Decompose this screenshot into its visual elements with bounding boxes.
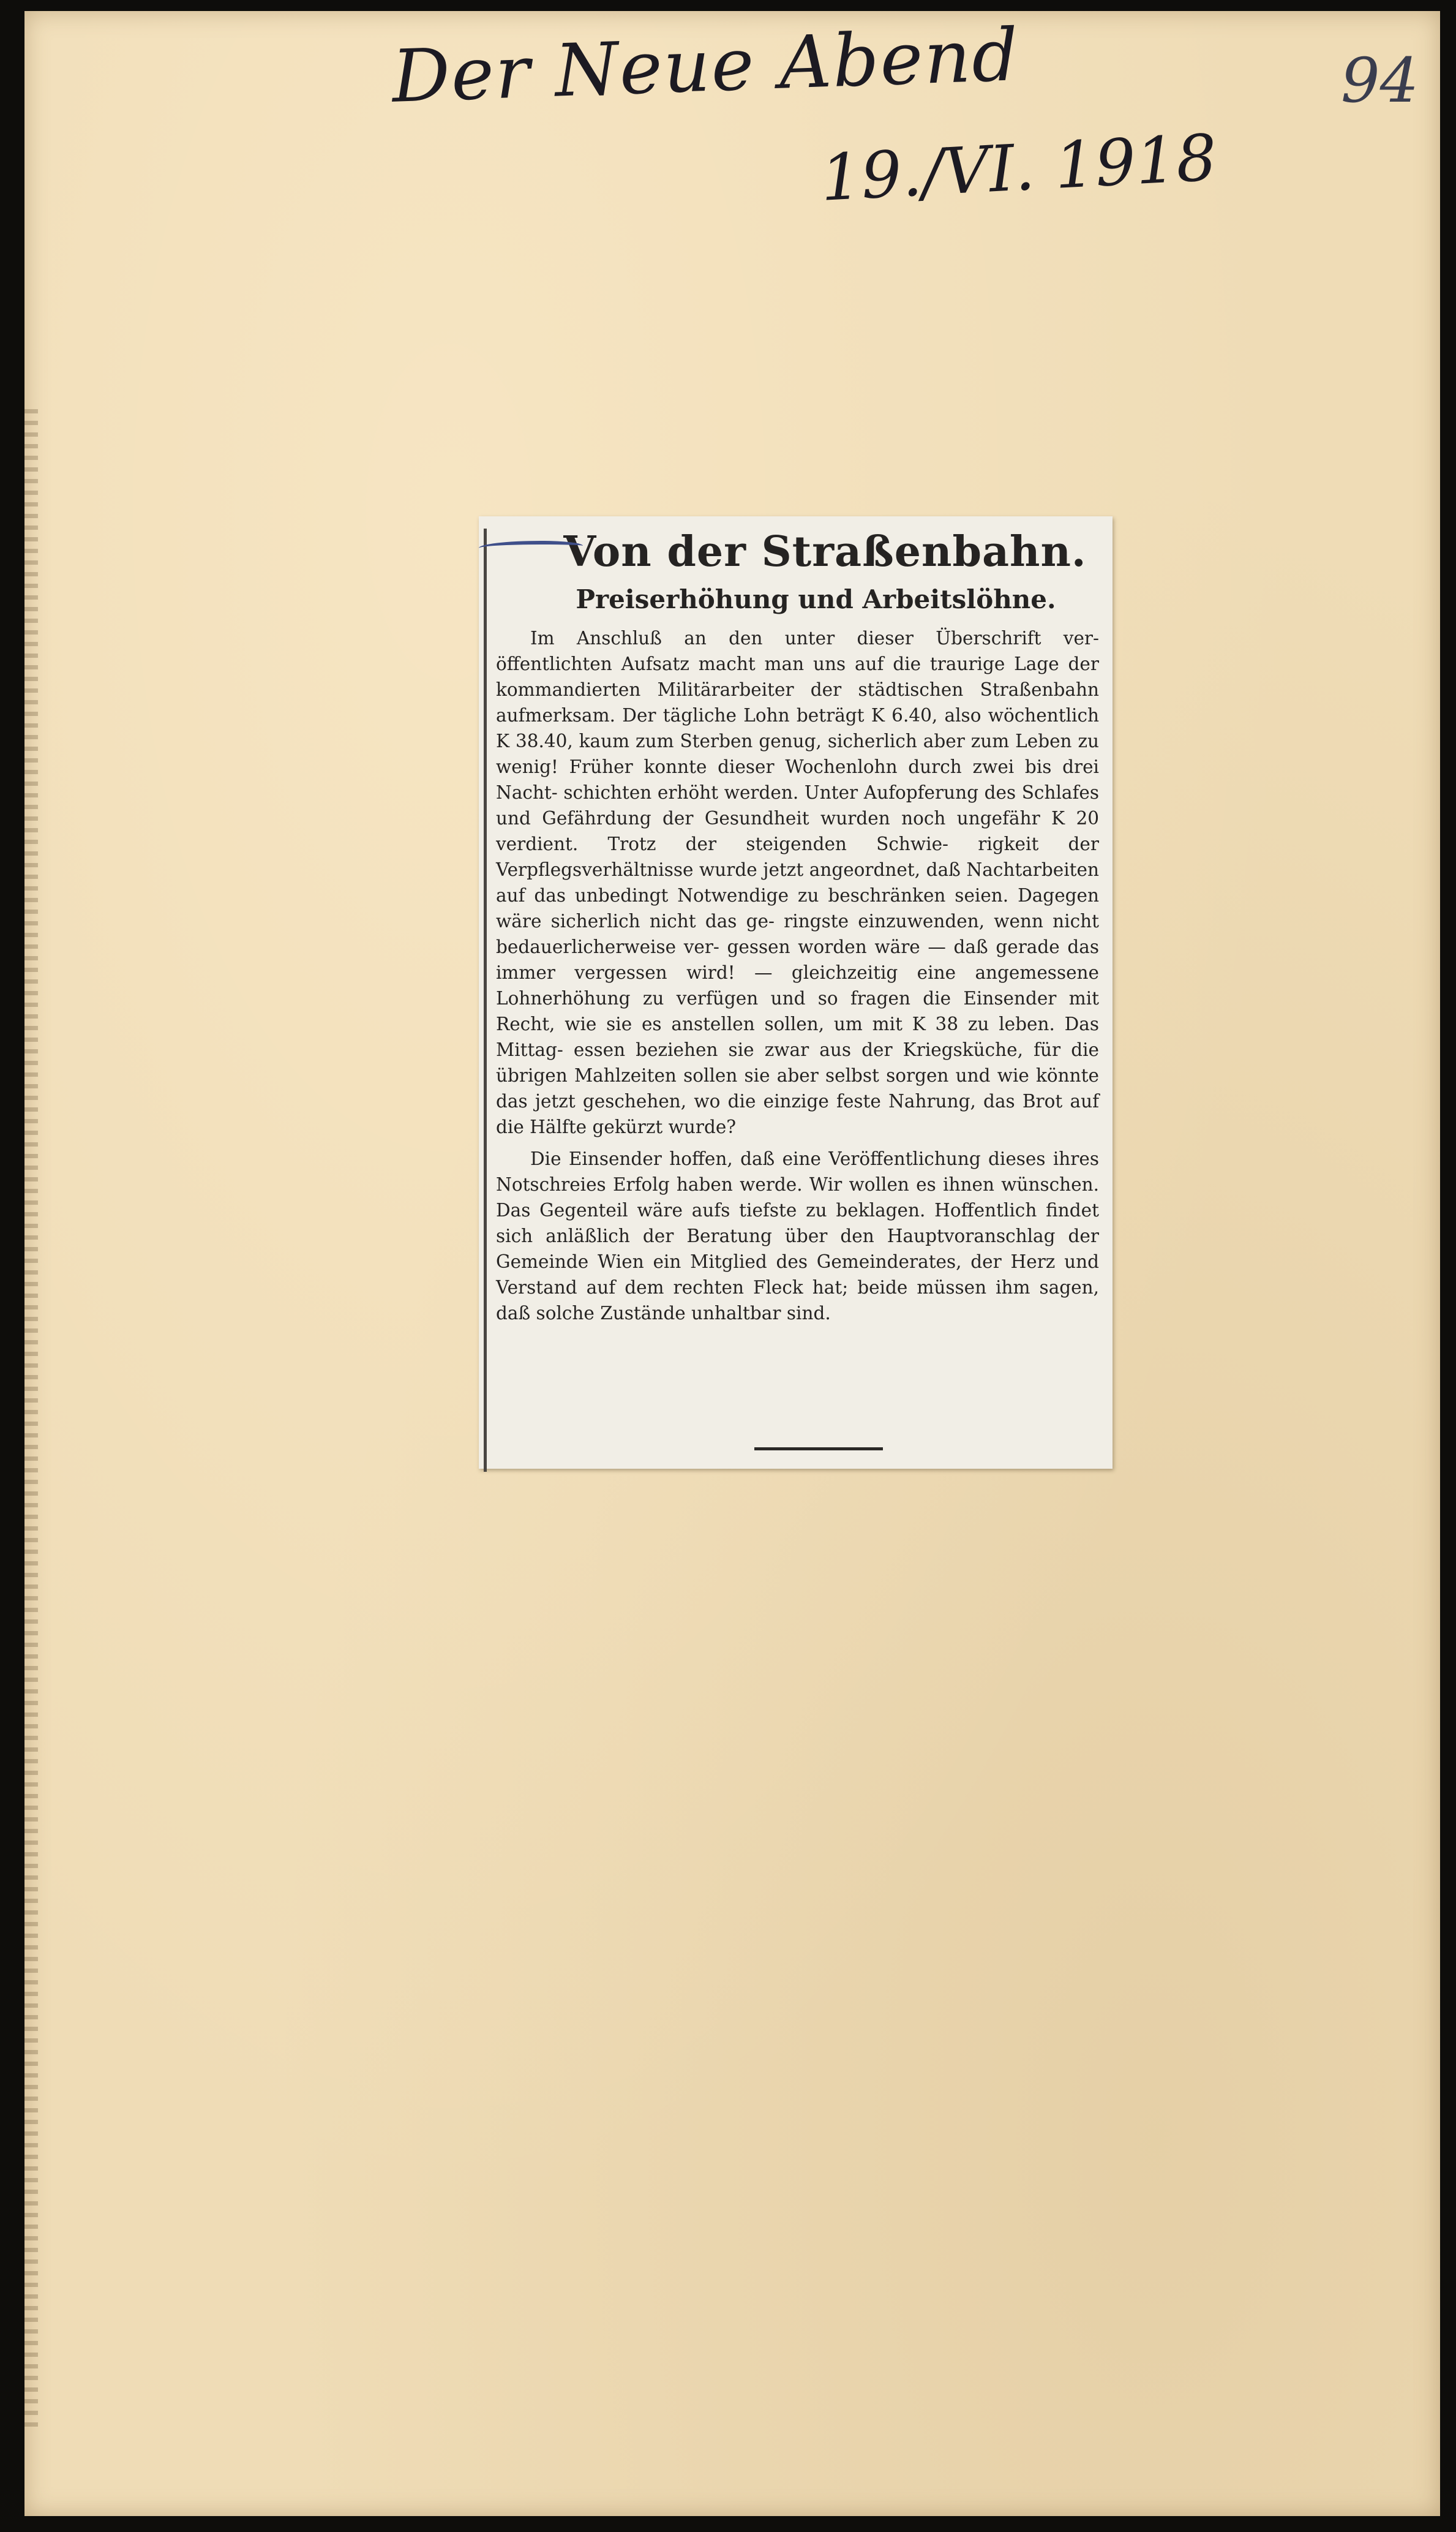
clipping-column-rule [484,529,487,1472]
blue-pencil-mark [479,541,583,553]
archive-sheet [24,11,1440,2516]
clipping-end-rule [754,1447,883,1450]
clipping-paragraph-2: Die Einsender hoffen, daß eine Veröffentlichung dieses ihres Notschreies Erfolg haben werde. Wir wollen es ihnen wünschen. Das Gegenteil wäre aufs tiefste zu beklagen. Hoffentlich findet sich anläßlich der Beratung über den Hauptvoranschlag der Gemeinde Wien ein Mitglied des Gemeinderates, der Herz und Verstand auf dem rechten Fleck hat; beide müssen ihm sagen, daß solche Zustände unhaltbar sind. [496,1148,1099,1324]
clipping-paragraph-1: Im Anschluß an den unter dieser Überschrift ver- öffentlichten Aufsatz macht man uns auf die traurige Lage der kommandierten Militärarbeiter der städtischen Straßenbahn aufmerksam. Der tägliche Lohn beträgt K 6.40, also wöchentlich K 38.40, kaum zum Sterben genug, sicherlich aber zum Leben zu wenig! Früher konnte dieser Wochenlohn durch zwei bis drei Nacht- schichten erhöht werden. Unter Aufopferung des Schlafes und Gefährdung der Gesundheit wurden noch ungefähr K 20 verdient. Trotz der steigenden Schwie- rigkeit der Verpflegsverhältnisse wurde jetzt angeordnet, daß Nachtarbeiten auf das unbedingt Notwendige zu beschränken seien. Dagegen wäre sicherlich nicht das ge- ringste einzuwenden, wenn nicht bedauerlicherweise ver- gessen worden wäre — daß gerade das immer vergessen wird! — gleichzeitig eine angemessene Lohnerhöhung zu verfügen und so fragen die Einsender mit Recht, wie sie es anstellen sollen, um mit K 38 zu leben. Das Mittag- essen beziehen sie zwar aus der Kriegsküche, für die übrigen Mahlzeiten sollen sie aber selbst sorgen und wie könnte das jetzt geschehen, wo die einzige feste Nahrung, das Brot auf die Hälfte gekürzt wurde? [496,628,1099,1137]
handwritten-newspaper-title: Der Neue Abend [390,12,1021,119]
newspaper-clipping [479,516,1113,1469]
handwritten-page-number: 94 [1341,45,1419,116]
handwritten-date: 19./VI. 1918 [819,120,1219,216]
clipping-subheadline: Preiserhöhung und Arbeitslöhne. [576,584,1056,614]
torn-edge [24,409,38,2430]
clipping-headline: Von der Straßenbahn. [563,527,1087,576]
